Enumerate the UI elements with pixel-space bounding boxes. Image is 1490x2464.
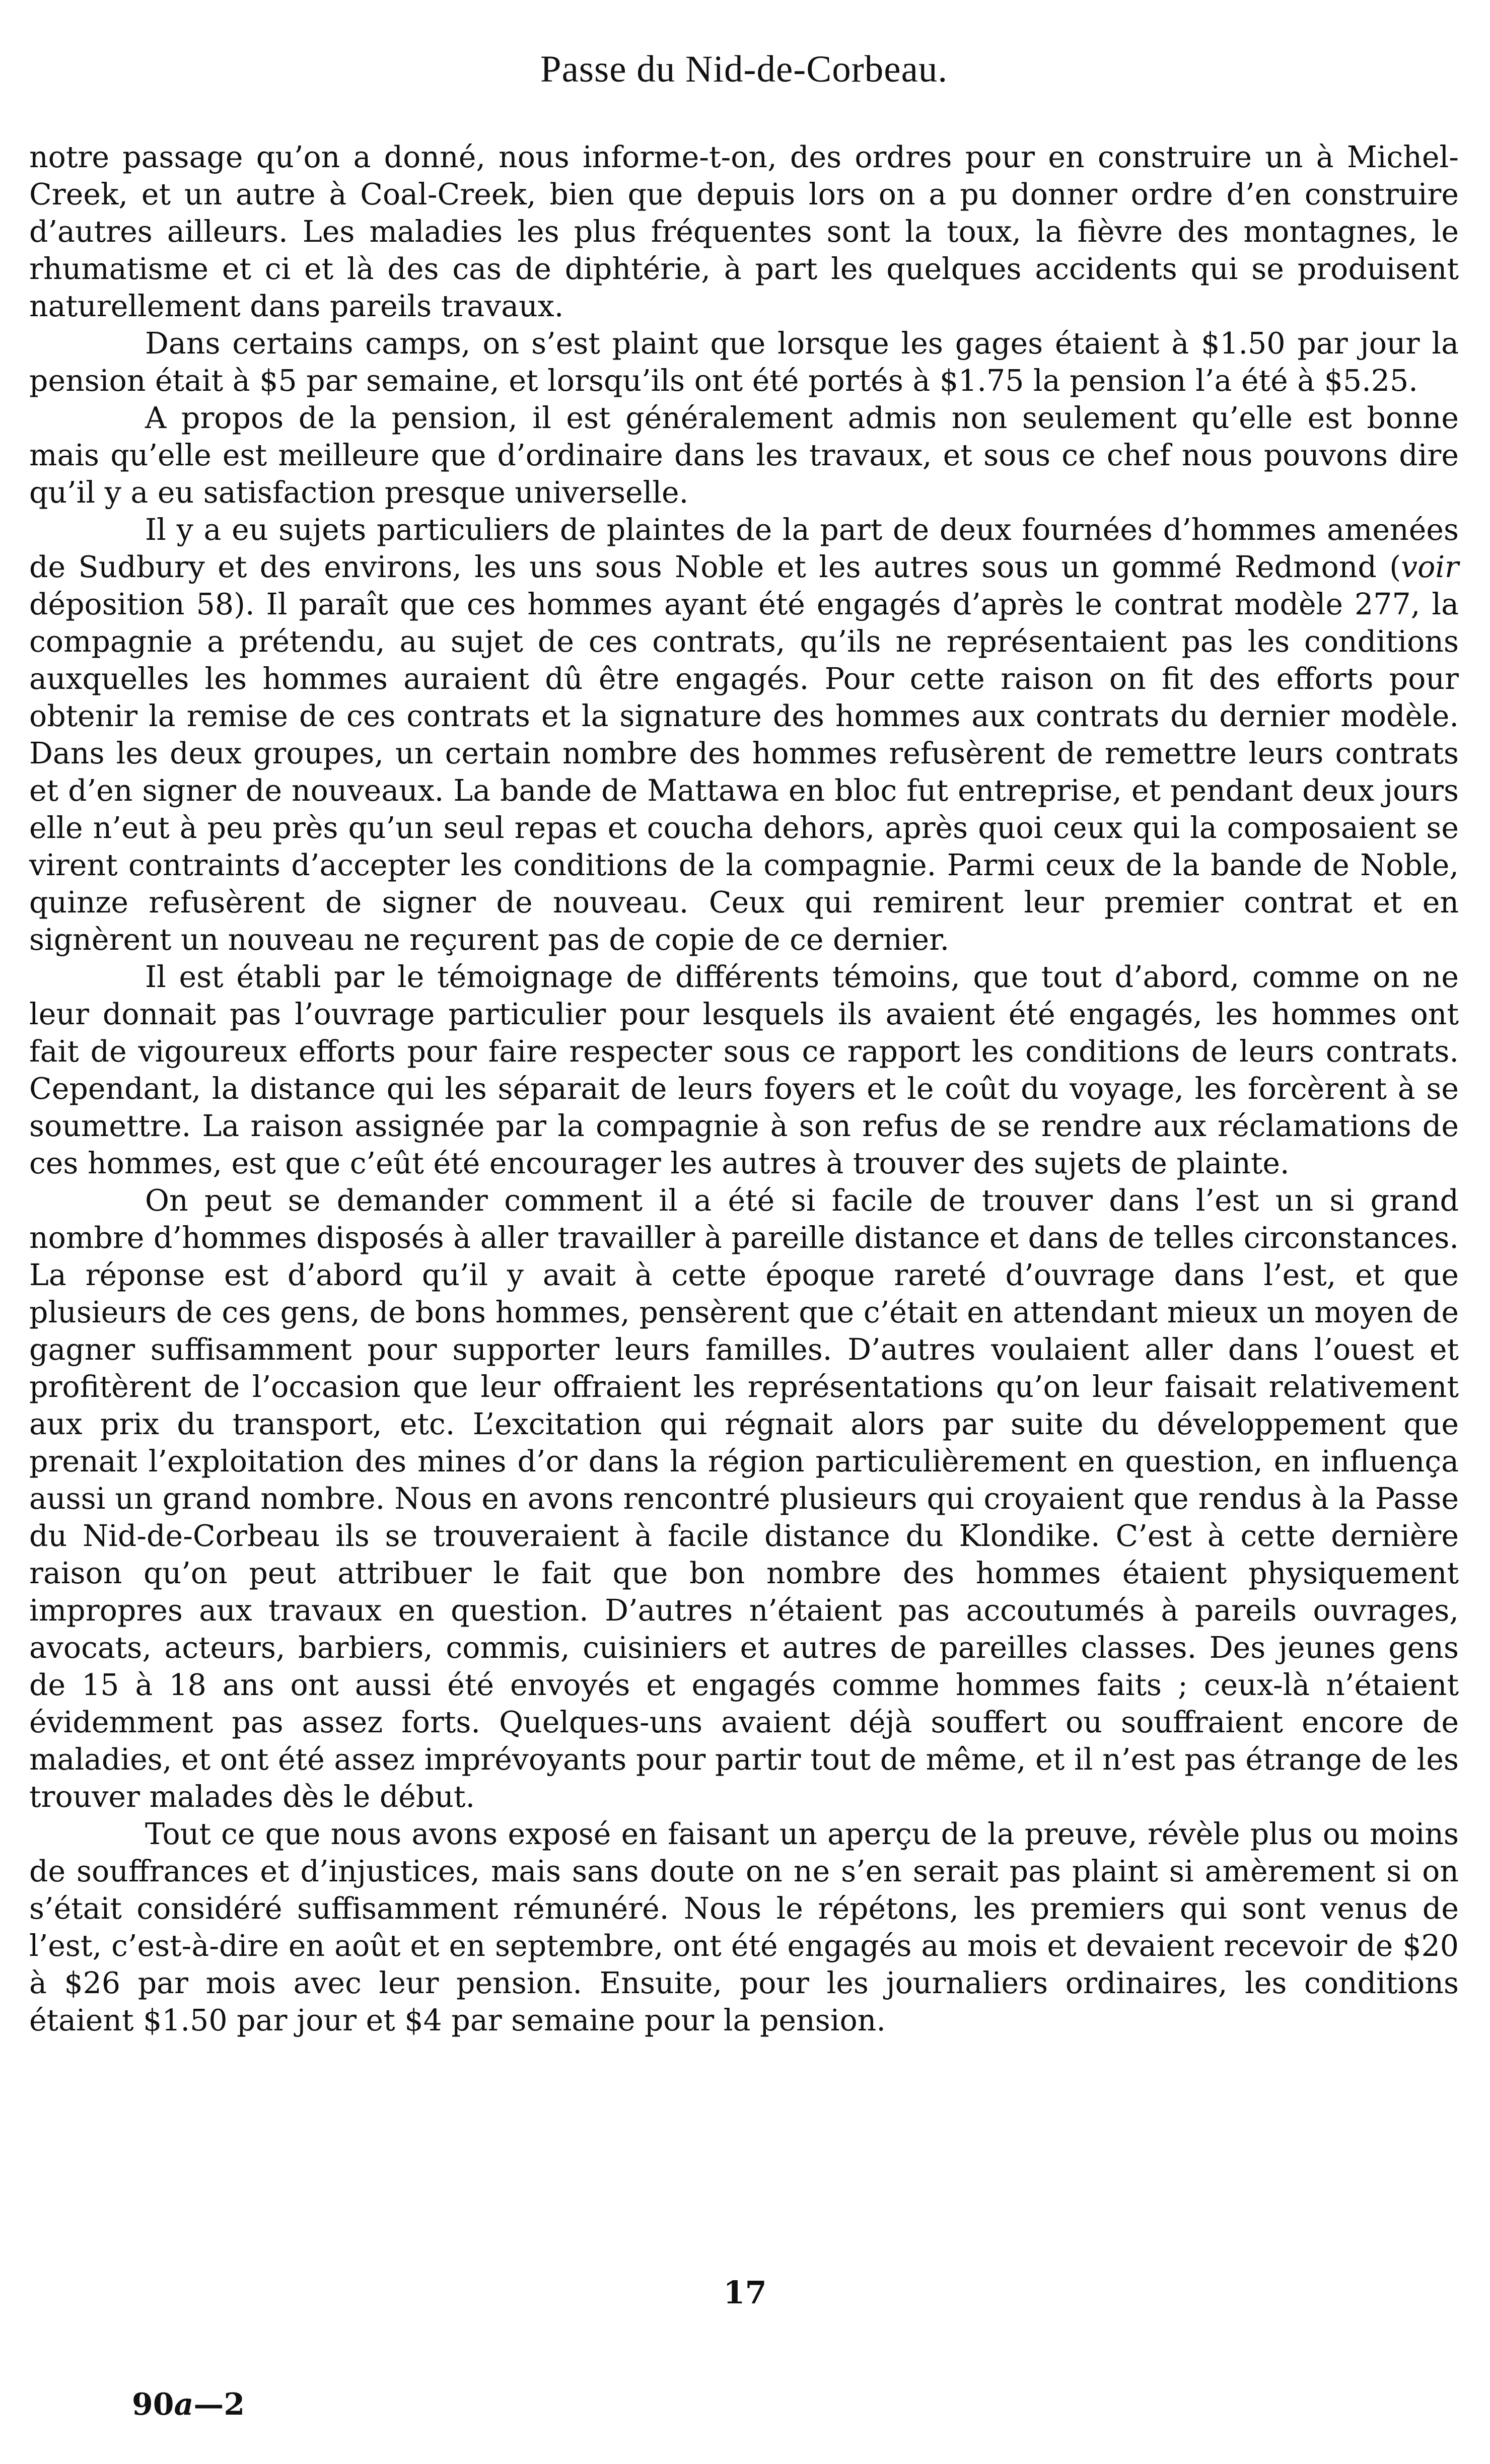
signature-number: 90	[132, 2387, 174, 2422]
paragraph-3: A propos de la pension, il est généralement admis non seulement qu’elle est bonne mais qu’elle est meilleure que d’ordinaire dans les travaux, et sous ce chef nous pouvons dire qu’il y a eu satisfaction presque universelle.	[29, 401, 1459, 510]
signature-letter: a	[174, 2387, 194, 2422]
running-title: Passe du Nid-de-Corbeau.	[540, 48, 948, 90]
signature-mark	[132, 2389, 245, 2420]
paragraph-5: Il est établi par le témoignage de différents témoins, que tout d’abord, comme on ne leur donnait pas l’ouvrage particulier pour lesquels ils avaient été engagés, les hommes ont fait de vigoureux efforts pour faire respecter sous ce rapport les conditions de leurs contrats. Cependant, la distance qui les séparait de leurs foyers et le coût du voyage, les forcèrent à se soumettre. La raison assignée par la compagnie à son refus de se rendre aux réclamations de ces hommes, est que c’eût été encourager les autres à trouver des sujets de plainte.	[29, 960, 1459, 1180]
paragraph-1: notre passage qu’on a donné, nous informe-t-on, des ordres pour en construire un à Michel-Creek, et un autre à Coal-Creek, bien que depuis lors on a pu donner ordre d’en construire d’autres ailleurs. Les maladies les plus fréquentes sont la toux, la fièvre des montagnes, le rhumatisme et ci et là des cas de diphtérie, à part les quelques accidents qui se produisent naturellement dans pareils travaux.	[29, 140, 1459, 323]
paragraph-2: Dans certains camps, on s’est plaint que lorsque les gages étaient à $1.50 par jour la pension était à $5 par semaine, et lorsqu’ils ont été portés à $1.75 la pension l’a été à $5.25.	[29, 326, 1459, 398]
paragraph-4	[29, 511, 1459, 958]
paragraph-4-italic-voir: voir	[1401, 550, 1459, 584]
page-number: 17	[723, 2274, 767, 2311]
paragraph-4-text-after: déposition 58). Il paraît que ces hommes ayant été engagés d’après le contrat modèle 277, la compagnie a prétendu, au sujet de ces contrats, qu’ils ne représentaient pas les conditions auxquelles les hommes auraient dû être engagés. Pour cette raison on fit des efforts pour obtenir la remise de ces contrats et la signature des hommes aux contrats du dernier modèle. Dans les deux groupes, un certain nombre des hommes refusèrent de remettre leurs contrats et d’en signer de nouveaux. La bande de Mattawa en bloc fut entreprise, et pendant deux jours elle n’eut à peu près qu’un seul repas et coucha dehors, après quoi ceux qui la composaient se virent contraints d’accepter les conditions de la compagnie. Parmi ceux de la bande de Noble, quinze refusèrent de signer de nouveau. Ceux qui remirent leur premier contrat et en signèrent un nouveau ne reçurent pas de copie de ce dernier.	[29, 587, 1459, 957]
signature-suffix: —2	[193, 2387, 245, 2422]
paragraph-4-text-before: Il y a eu sujets particuliers de plaintes de la part de deux fournées d’hommes amenées de Sudbury et des environs, les uns sous Noble et les autres sous un gommé Redmond (	[29, 513, 1459, 584]
paragraph-6: On peut se demander comment il a été si facile de trouver dans l’est un si grand nombre d’hommes disposés à aller travailler à pareille distance et dans de telles circonstances. La réponse est d’abord qu’il y avait à cette époque rareté d’ouvrage dans l’est, et que plusieurs de ces gens, de bons hommes, pensèrent que c’était en attendant mieux un moyen de gagner suffisamment pour supporter leurs familles. D’autres voulaient aller dans l’ouest et profitèrent de l’occasion que leur offraient les représentations qu’on leur faisait relativement aux prix du transport, etc. L’excitation qui régnait alors par suite du développement que prenait l’exploitation des mines d’or dans la région particulièrement en question, en influença aussi un grand nombre. Nous en avons rencontré plusieurs qui croyaient que rendus à la Passe du Nid-de-Corbeau ils se trouveraient à facile distance du Klondike. C’est à cette dernière raison qu’on peut attribuer le fait que bon nombre des hommes étaient physiquement impropres aux travaux en question. D’autres n’étaient pas accoutumés à pareils ouvrages, avocats, acteurs, barbiers, commis, cuisiniers et autres de pareilles classes. Des jeunes gens de 15 à 18 ans ont aussi été envoyés et engagés comme hommes faits ; ceux-là n’étaient évidemment pas assez forts. Quelques-uns avaient déjà souffert ou souffraient encore de maladies, et ont été assez imprévoyants pour partir tout de même, et il n’est pas étrange de les trouver malades dès le début.	[29, 1183, 1459, 1814]
paragraph-7: Tout ce que nous avons exposé en faisant un aperçu de la preuve, révèle plus ou moins de souffrances et d’injustices, mais sans doute on ne s’en serait pas plaint si amèrement si on s’était considéré suffisamment rémunéré. Nous le répétons, les premiers qui sont venus de l’est, c’est-à-dire en août et en septembre, ont été engagés au mois et devaient recevoir de $20 à $26 par mois avec leur pension. Ensuite, pour les journaliers ordinaires, les conditions étaient $1.50 par jour et $4 par semaine pour la pension.	[29, 1817, 1459, 2037]
body-text	[29, 138, 1459, 2039]
